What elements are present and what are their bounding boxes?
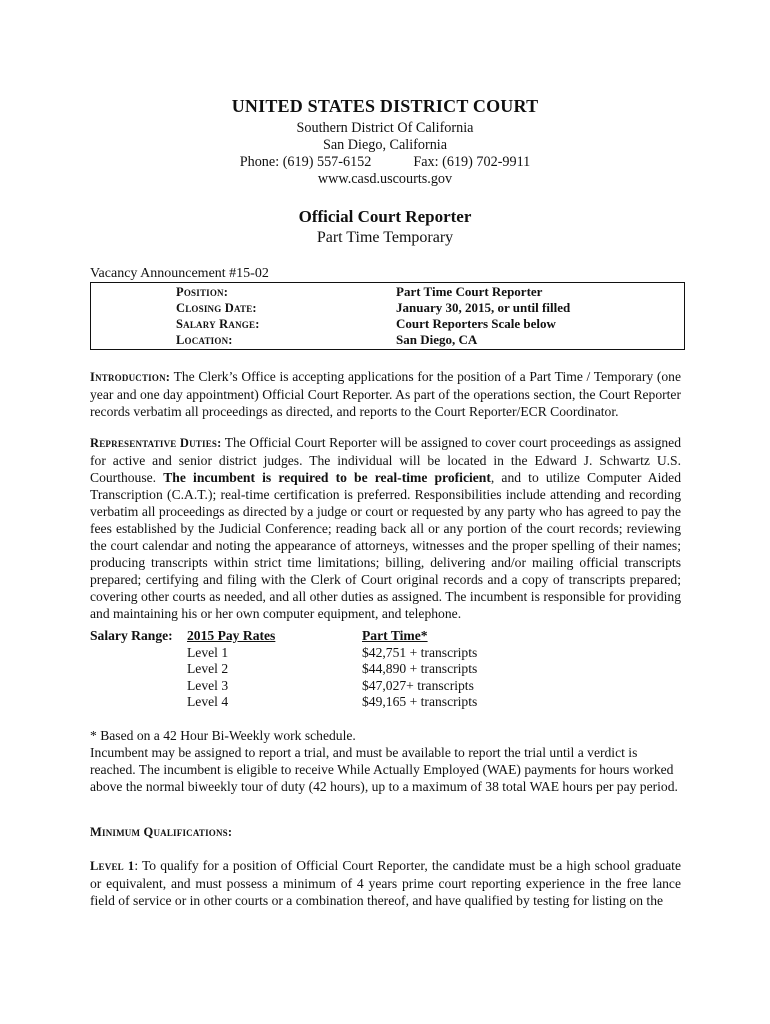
introduction-label: Introduction: — [90, 370, 171, 384]
salary-amounts-column — [362, 628, 477, 711]
min-qualifications-heading: Minimum Qualifications: — [90, 825, 233, 839]
amount-level-1: $42,751 + transcripts — [362, 644, 478, 660]
level-2: Level 2 — [187, 661, 229, 677]
amount-level-3: $47,027+ transcripts — [362, 677, 474, 693]
salary-range-value: Court Reporters Scale below — [396, 316, 556, 331]
location-label: Location: — [176, 333, 233, 347]
district-line: Southern District Of California — [296, 120, 474, 136]
vacancy-announcement: Vacancy Announcement #15-02 — [90, 266, 269, 281]
level1-text: : To qualify for a position of Official Court Reporter, the candidate must be a high school graduate or equivalent, and must possess a minimum of 4 years prime court reporting experience in the free lance field of service or in other courts or a combination thereof, and have qualified by testing for listing on the — [90, 858, 681, 908]
level1-label: Level 1 — [90, 859, 135, 873]
contact-line — [0, 154, 770, 171]
duties-paragraph — [90, 434, 681, 622]
trial-note: Incumbent may be assigned to report a trial, and must be available to report the trial until a verdict is reached. The incumbent is eligible to receive While Actually Employed (WAE) payments for hours worked above the normal biweekly tour of duty (42 hours), up to a maximum of 38 total WAE hours per pay period. — [90, 745, 678, 794]
closing-date-label: Closing Date: — [176, 301, 257, 315]
job-subtitle: Part Time Temporary — [316, 229, 454, 246]
amount-level-4: $49,165 + transcripts — [362, 694, 478, 710]
position-label: Position: — [176, 285, 229, 299]
duties-emphasis: The incumbent is required to be real-time proficient — [163, 470, 491, 485]
level-4: Level 4 — [187, 694, 229, 710]
duties-text-before: The Official Court Reporter will be assigned to cover court proceedings as assigned for active and senior district judges. The individual will be located in the Edward J. Schwartz U.S. Courthouse. — [90, 435, 682, 485]
schedule-footnote: * Based on a 42 Hour Bi-Weekly work schedule. — [90, 728, 356, 743]
website-link[interactable]: www.casd.uscourts.gov — [317, 171, 453, 187]
phone-number: Phone: (619) 557-6152 — [239, 154, 372, 170]
court-name: UNITED STATES DISTRICT COURT — [231, 96, 539, 116]
closing-date-value: January 30, 2015, or until filled — [396, 300, 571, 315]
summary-box — [90, 282, 685, 350]
salary-levels-column — [187, 628, 275, 711]
level-3: Level 3 — [187, 677, 229, 693]
introduction-text: The Clerk’s Office is accepting applications for the position of a Part Time / Temporary (one year and one day appointment) Official Court Reporter. As part of the operations section, the Court Reporter records verbatim all proceedings as directed, and reports to the Court Reporter/ECR Coordinator. — [90, 369, 681, 419]
salary-section-label: Salary Range: — [90, 628, 173, 643]
duties-text-after: , and to utilize Computer Aided Transcription (C.A.T.); real-time certification is preferred. Responsibilities include attending and recording verbatim all proceedings as directed by a judge or court or requested by any party who has agreed to pay the fees established by the Judicial Conference; reading back all or any portion of the court records; reviewing the court calendar and noting the appearance of attorneys, witnesses and the proper spelling of their names; producing transcripts within strict time limitations; billing, delivering and/or mailing official transcripts prepared; certifying and filing with the Clerk of Court original records and a copy of transcripts prepared; covering other courts as needed, and all other duties as assigned. The incumbent is responsible for providing and maintaining his or her own computer equipment, and telephone. — [90, 470, 681, 621]
amount-level-2: $44,890 + transcripts — [362, 661, 478, 677]
position-value: Part Time Court Reporter — [396, 284, 543, 299]
job-title: Official Court Reporter — [298, 207, 472, 226]
salary-range-label: Salary Range: — [176, 317, 260, 331]
level1-qualification-paragraph — [90, 857, 681, 909]
notes-section — [90, 727, 681, 795]
fax-number: Fax: (619) 702-9911 — [413, 154, 531, 170]
part-time-header: Part Time* — [362, 628, 428, 643]
duties-label: Representative Duties: — [90, 436, 222, 450]
city-line: San Diego, California — [322, 137, 448, 153]
location-value: San Diego, CA — [396, 332, 478, 347]
level-1: Level 1 — [187, 644, 229, 660]
pay-rates-header: 2015 Pay Rates — [187, 628, 276, 643]
introduction-paragraph — [90, 368, 681, 420]
